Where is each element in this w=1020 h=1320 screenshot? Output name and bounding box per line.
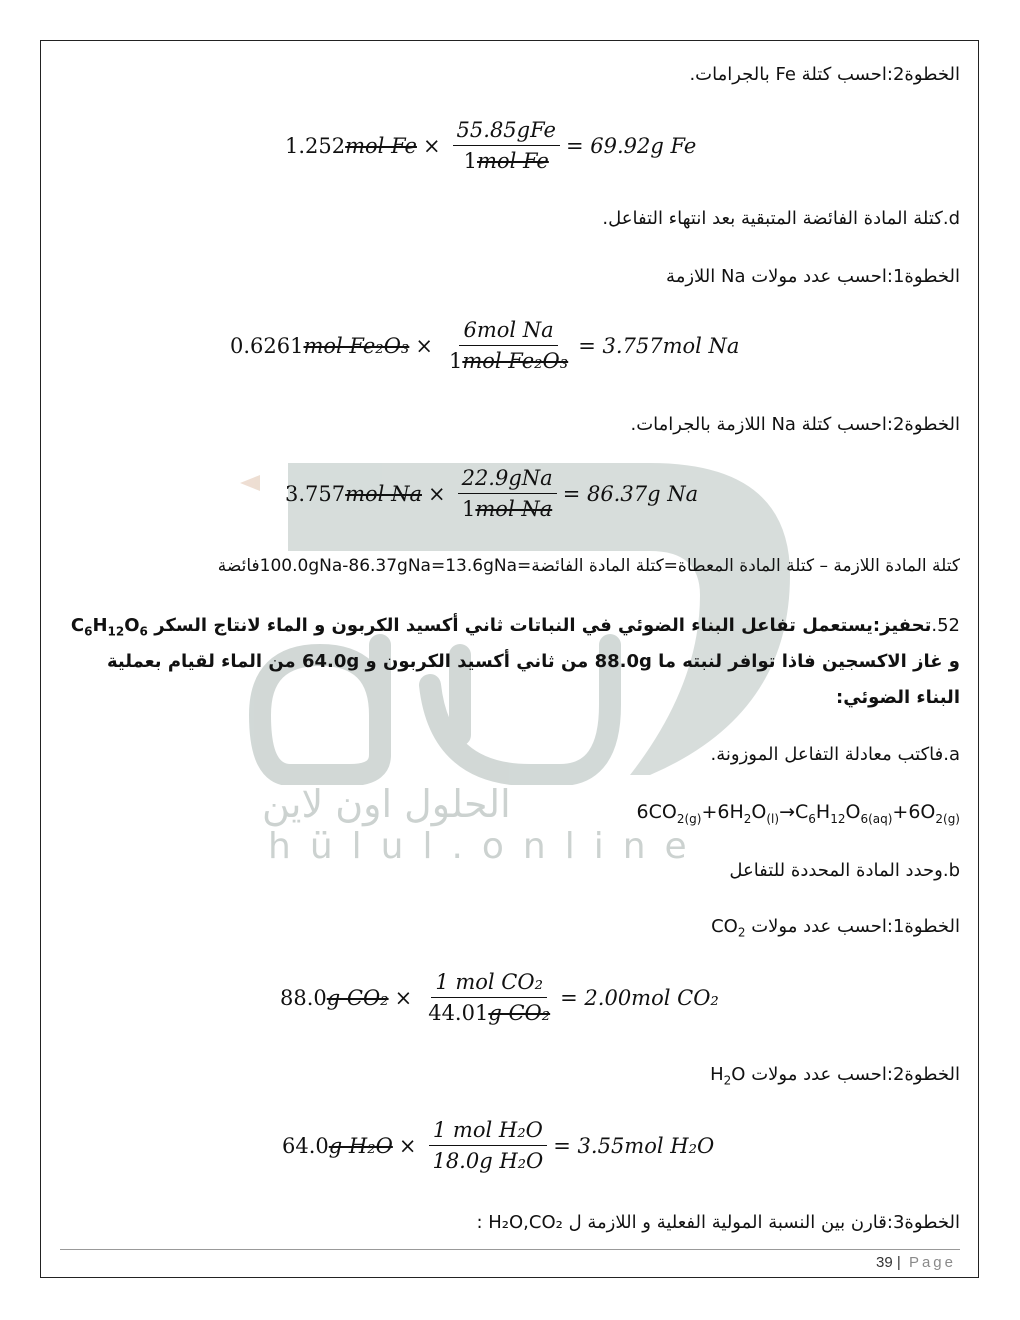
watermark-latin: hülul.online xyxy=(268,826,706,867)
equation-co2-moles: 88.0 g CO₂ × $\frac{\text{1 mol CO₂}}{\text{44.01g CO₂}}$ = 2.00mol CO₂ xyxy=(280,970,719,1025)
step-fe-mass: الخطوة2:احسب كتلة Fe بالجرامات. xyxy=(689,64,960,85)
step-na-mass: الخطوة2:احسب كتلة Na اللازمة بالجرامات. xyxy=(630,414,960,435)
equation-na-moles: 0.6261 mol Fe₂O₃ × $\frac{\text{6mol Na}}{\text{1mol Fe₂O₃}}$ = 3.757mol Na xyxy=(230,318,740,373)
page-label: Page xyxy=(908,1254,956,1271)
eq1-numerator: 55.85gFe xyxy=(453,118,560,146)
eq1-left: 1.252 xyxy=(285,133,346,158)
footer-separator: | xyxy=(896,1254,901,1271)
eq2-unit: mol Fe₂O₃ xyxy=(303,333,410,358)
q52-number: 52. xyxy=(931,615,960,636)
part-d: d.كتلة المادة الفائضة المتبقية بعد انتهاء التفاعل. xyxy=(602,208,960,229)
eq1-den-n: 1 xyxy=(463,149,478,173)
eq1-result: = 69.92g Fe xyxy=(565,133,697,158)
eq3-den-unit: mol Na xyxy=(475,497,553,521)
eq3-numerator: 22.9gNa xyxy=(458,466,557,494)
step3-label: الخطوة3:قارن بين النسبة المولية الفعلية و اللازمة ل xyxy=(568,1212,960,1233)
eq2-result: = 3.757mol Na xyxy=(578,333,740,358)
page-number: 39 xyxy=(876,1254,893,1271)
eq4-left: 88.0 xyxy=(280,985,327,1010)
eq5-unit: g H₂O xyxy=(328,1133,393,1158)
balanced-equation: $6CO_{2(g)}+6H_2O_{(l)}\to C_6H_{12}O_{6(aq)}+6O_{2(g)}$ xyxy=(636,801,960,826)
q52-label: تحفيز: xyxy=(872,615,932,636)
step-na-moles: الخطوة1:احسب عدد مولات Na اللازمة xyxy=(666,266,960,287)
eq1-den-unit: mol Fe xyxy=(477,149,549,173)
sugar-formula: $C_6H_{12}O_6$ xyxy=(70,615,148,639)
step-h2o-moles: الخطوة2:احسب عدد مولات $H_2O$ xyxy=(710,1064,960,1088)
equation-na-mass: 3.757 mol Na × $\frac{\text{22.9gNa}}{\text{1mol Na}}$ = 86.37g Na xyxy=(285,466,699,521)
q52-line-2: و غاز الاكسجين فاذا توافر لنبته ما 88.0g من ثاني أكسيد الكربون و 64.0g من الماء لقيام بعملية xyxy=(106,651,960,672)
eq3-left: 3.757 xyxy=(285,481,346,506)
equation-fe-mass: 1.252 mol Fe × $\frac{\text{55.85gFe}}{\text{1mol Fe}}$ = 69.92g Fe xyxy=(285,118,697,173)
eq4-result: = 2.00mol CO₂ xyxy=(560,985,719,1010)
eq2-numerator: 6mol Na xyxy=(459,318,557,346)
eq3-result: = 86.37g Na xyxy=(562,481,699,506)
eq4-unit: g CO₂ xyxy=(326,985,389,1010)
eq2-left: 0.6261 xyxy=(230,333,304,358)
eq4-den-n: 44.01 xyxy=(428,1001,489,1025)
eq1-unit: mol Fe xyxy=(345,133,417,158)
watermark-arabic: الحلول اون لاين xyxy=(262,782,511,826)
eq5-result: = 3.55mol H₂O xyxy=(553,1133,715,1158)
step3-species: H₂O,CO₂ : xyxy=(476,1212,563,1233)
eq5-numerator: 1 mol H₂O xyxy=(429,1118,547,1146)
step-compare xyxy=(476,1212,960,1233)
part-b: b.وحدد المادة المحددة للتفاعل xyxy=(729,860,960,881)
step-co2-moles: الخطوة1:احسب عدد مولات $CO_2$ xyxy=(711,916,960,940)
page-footer xyxy=(876,1254,956,1271)
q52-line-3: البناء الضوئي: xyxy=(836,687,960,708)
eq4-den-unit: g CO₂ xyxy=(488,1001,551,1025)
equation-h2o-moles: 64.0 g H₂O × $\frac{\text{1 mol H₂O}}{\text{18.0g H₂O}}$ = 3.55mol H₂O xyxy=(282,1118,715,1173)
step2-label: الخطوة2:احسب عدد مولات xyxy=(751,1064,960,1085)
eq2-den-unit: mol Fe₂O₃ xyxy=(462,349,569,373)
footer-divider xyxy=(60,1249,960,1250)
eq3-den-n: 1 xyxy=(462,497,476,521)
q52-text-1: يستعمل تفاعل البناء الضوئي في النباتات ثاني أكسيد الكربون و الماء لانتاج السكر xyxy=(154,615,873,636)
step1-label: الخطوة1:احسب عدد مولات xyxy=(751,916,960,937)
excess-mass-line: كتلة المادة اللازمة – كتلة المادة المعطاة=كتلة المادة الفائضة=100.0gNa-86.37gNa=13.6gNaفائضة xyxy=(217,556,960,576)
eq4-numerator: 1 mol CO₂ xyxy=(431,970,547,998)
eq3-unit: mol Na xyxy=(345,481,422,506)
part-a: a.فاكتب معادلة التفاعل الموزونة. xyxy=(710,744,960,765)
q52-line-1 xyxy=(71,615,960,639)
eq5-den-n: 18.0g H₂O xyxy=(432,1149,544,1173)
eq2-den-n: 1 xyxy=(448,349,463,373)
eq5-left: 64.0 xyxy=(282,1133,329,1158)
